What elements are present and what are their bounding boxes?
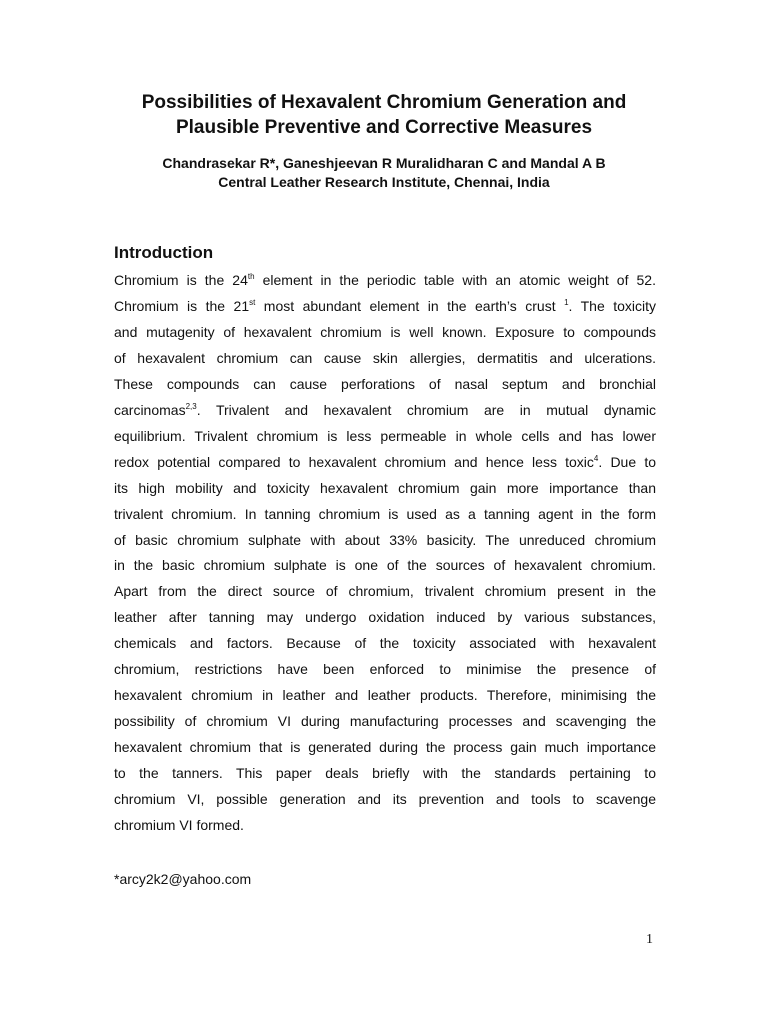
text-run: Chromium is the 21 [114,297,250,314]
body-line: and mutagenity of hexavalent chromium is well known. Exposure to compounds [114,323,656,340]
title-line-2: Plausible Preventive and Corrective Measures [175,117,593,138]
citation-superscript: 2,3 [185,401,197,411]
section-heading: Introduction [114,243,214,262]
corresponding-email: *arcy2k2@yahoo.com [114,871,252,887]
body-line: Apart from the direct source of chromium, trivalent chromium present in the [114,583,656,600]
author-names: Chandrasekar R*, Ganeshjeevan R Muralidharan C and Mandal A B [162,155,606,171]
author-affiliation: Central Leather Research Institute, Chennai, India [218,174,550,190]
page-number: 1 [646,932,653,947]
body-line: hexavalent chromium that is generated during the process gain much importance [114,739,656,756]
body-line: possibility of chromium VI during manufacturing processes and scavenging the [114,713,656,730]
title-line-1: Possibilities of Hexavalent Chromium Generation and [141,92,627,113]
body-line: chromium VI, possible generation and its prevention and tools to scavenge [114,791,656,808]
text-run: . The toxicity [568,297,656,314]
body-line [114,268,656,294]
text-run: . Trivalent and hexavalent chromium are in mutual dynamic [196,401,656,418]
superscript: st [249,297,256,307]
body-line: These compounds can cause perforations of nasal septum and bronchial [114,375,656,392]
paper-title [60,90,708,140]
body-line: to the tanners. This paper deals briefly with the standards pertaining to [114,765,656,782]
text-run: element in the periodic table with an atomic weight of 52. [254,272,656,288]
body-line [114,450,656,476]
superscript: th [247,272,255,281]
body-line: of basic chromium sulphate with about 33% basicity. The unreduced chromium [114,531,656,548]
text-run: most abundant element in the earth’s crust [255,297,565,314]
body-line: of hexavalent chromium can cause skin allergies, dermatitis and ulcerations. [114,349,656,366]
introduction-paragraph [114,268,656,839]
body-line [114,294,656,320]
text-run: . Due to [598,453,656,470]
text-run: redox potential compared to hexavalent chromium and hence less toxic [114,453,594,470]
body-line: trivalent chromium. In tanning chromium is used as a tanning agent in the form [114,505,656,522]
body-line: its high mobility and toxicity hexavalent chromium gain more importance than [114,479,656,496]
body-line: equilibrium. Trivalent chromium is less permeable in whole cells and has lower [114,427,656,444]
body-line: chemicals and factors. Because of the toxicity associated with hexavalent [114,635,656,652]
body-line: chromium VI formed. [114,817,244,834]
citation-superscript: 4 [593,453,599,463]
body-line: hexavalent chromium in leather and leather products. Therefore, minimising the [114,687,656,704]
author-block [60,154,708,192]
text-run: carcinomas [114,401,186,418]
text-run: Chromium is the 24 [114,272,248,288]
body-line: in the basic chromium sulphate is one of the sources of hexavalent chromium. [114,557,656,574]
citation-superscript: 1 [564,297,569,307]
body-line: chromium, restrictions have been enforced to minimise the presence of [114,661,656,678]
body-line [114,398,656,424]
body-line: leather after tanning may undergo oxidation induced by various substances, [114,609,656,626]
